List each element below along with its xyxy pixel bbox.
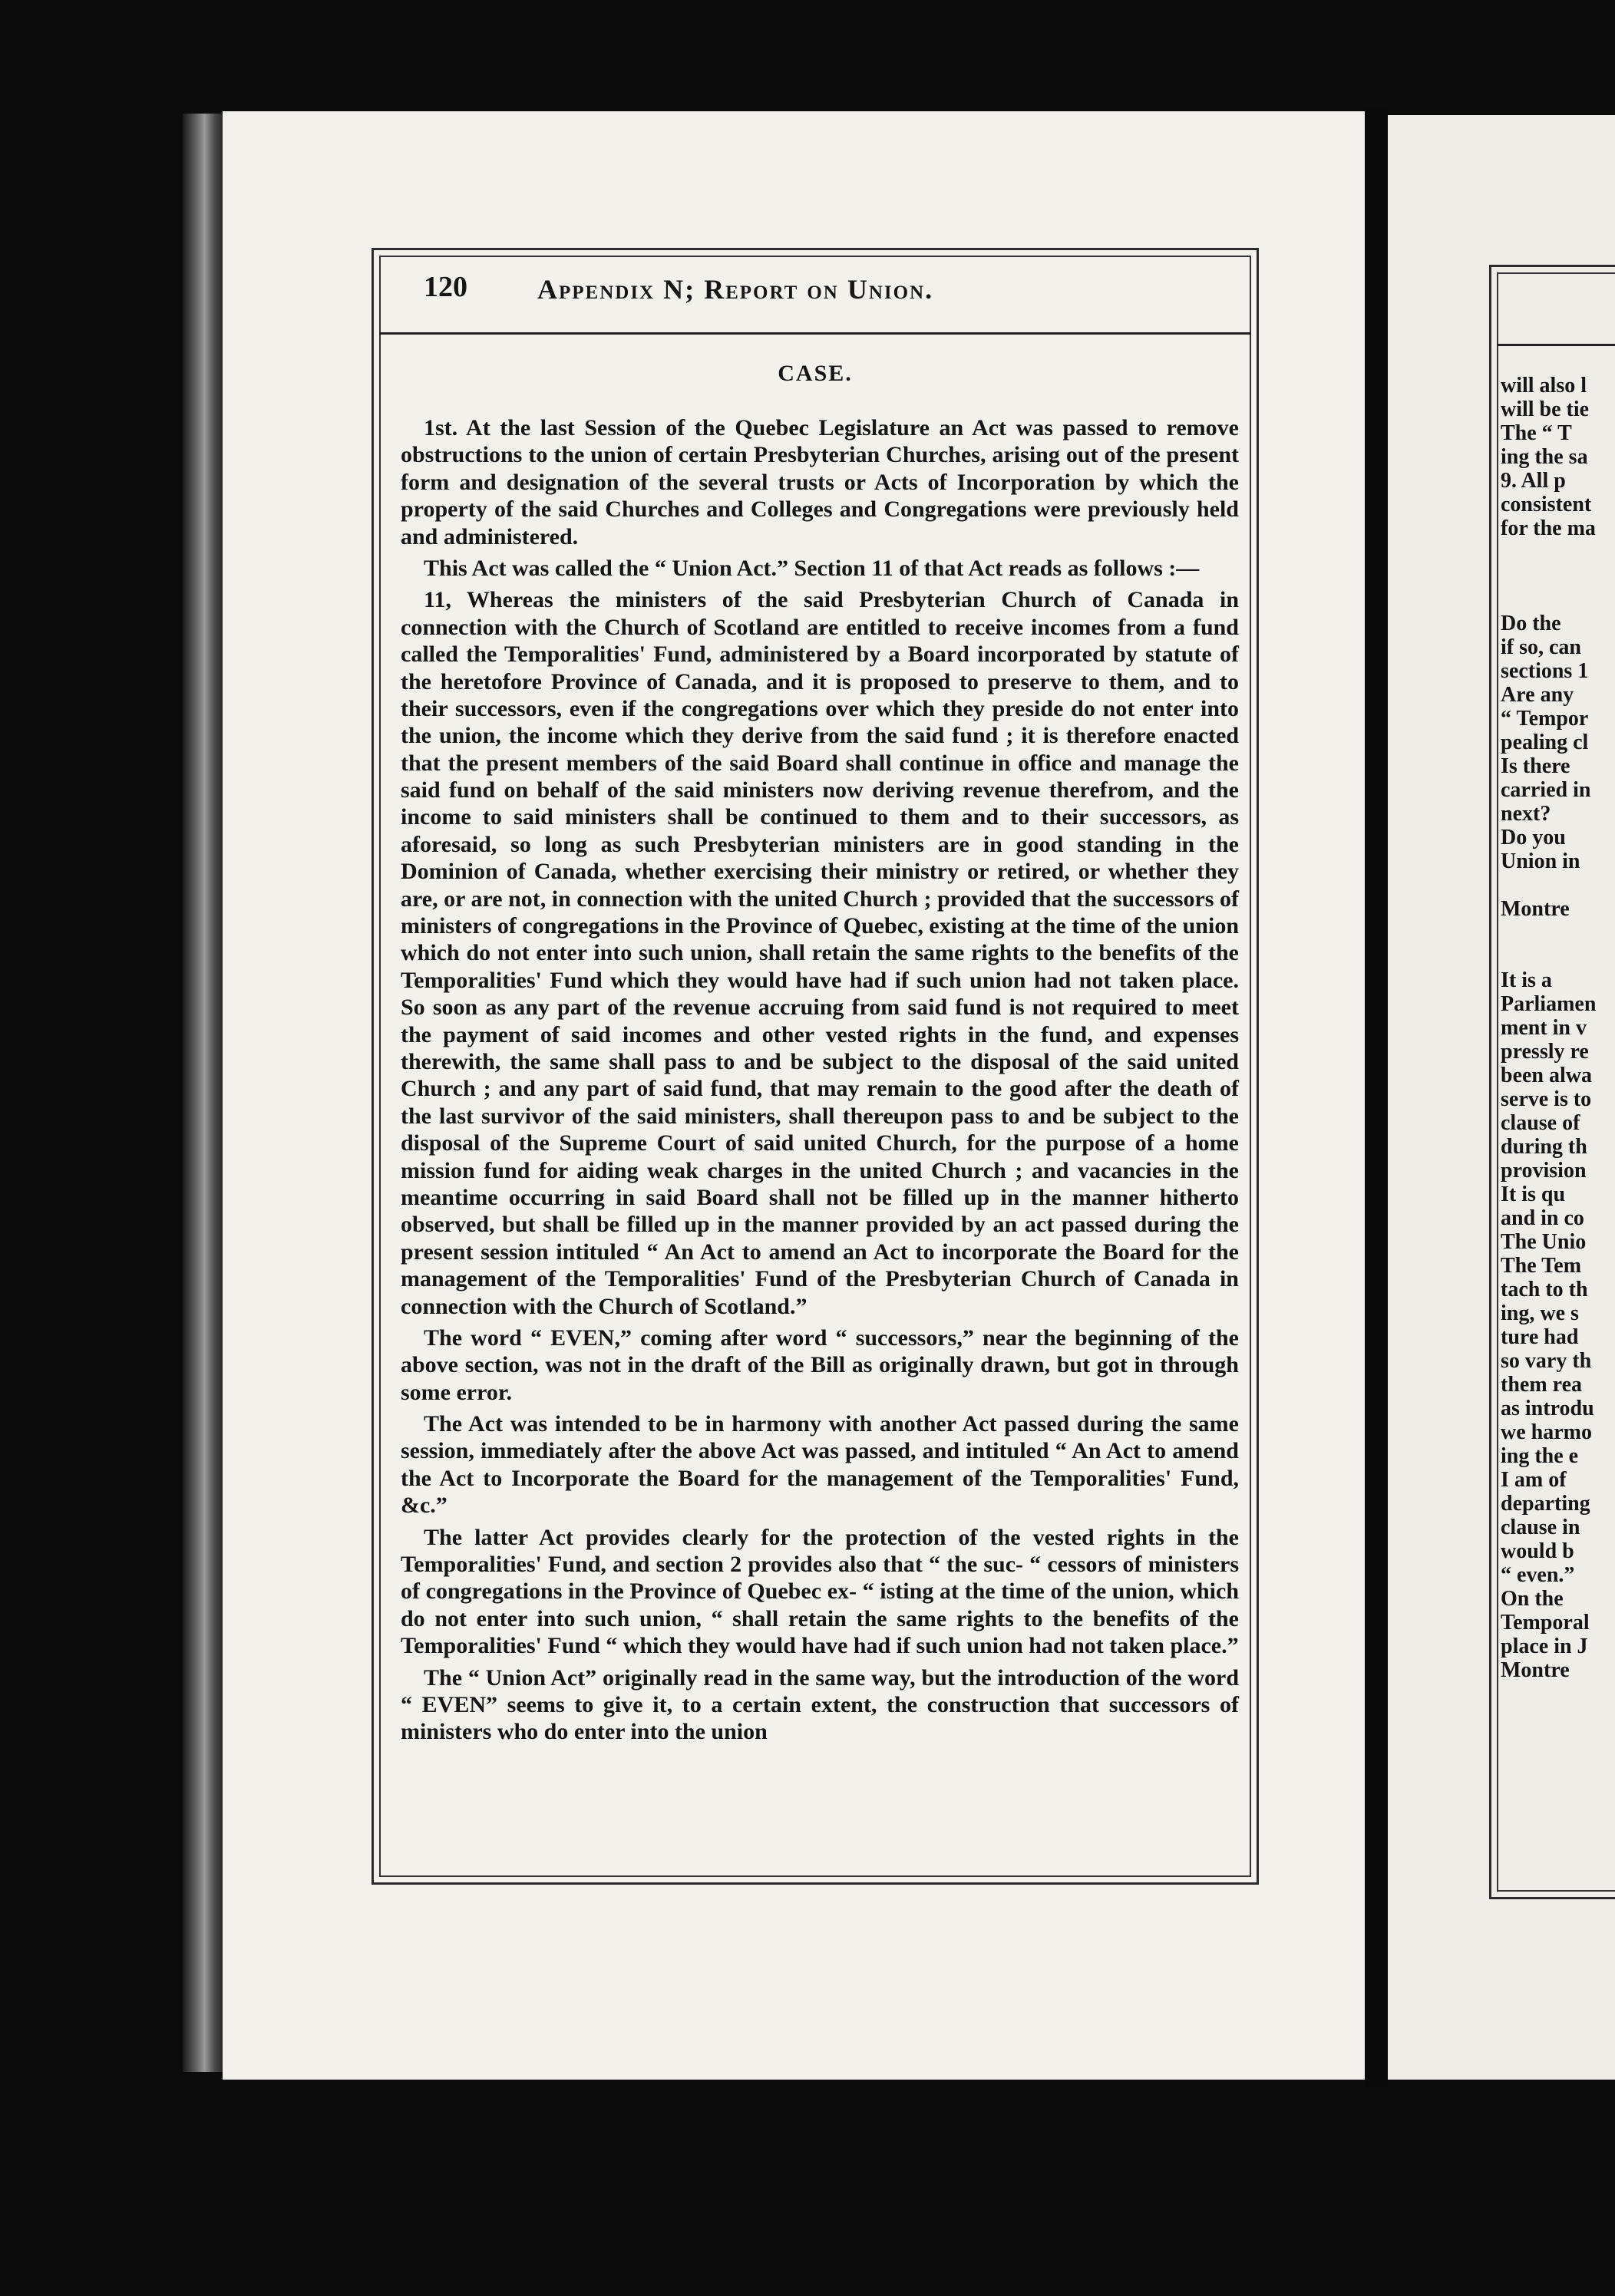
- right-page-line: sections 1: [1501, 659, 1589, 683]
- right-page-line: provision: [1501, 1159, 1587, 1183]
- right-page-line: [1501, 540, 1615, 564]
- book-spine: [183, 114, 223, 2072]
- right-page-line: Are any: [1501, 683, 1574, 707]
- right-page-line: clause of: [1501, 1111, 1580, 1135]
- right-page-line: been alwa: [1501, 1064, 1592, 1087]
- right-page-line: “ even.”: [1501, 1563, 1575, 1587]
- right-page-line: Do the: [1501, 612, 1561, 635]
- right-page-line: so vary th: [1501, 1349, 1592, 1373]
- right-page-line: Montre: [1501, 1658, 1570, 1682]
- right-page-line: next?: [1501, 802, 1551, 826]
- paragraph: The latter Act provides clearly for the protection of the vested rights in the Temporalities' Fund, and section 2 provides also that “ the suc- “ cessors of ministers of congregations in the Province of Quebec ex- “ isting at the time of the union, which do not enter into such union, “ shall retain the same rights to the benefits of the Temporalities' Fund “ which they would have had if such union had not taken place.”: [401, 1524, 1239, 1659]
- right-page-line: ment in v: [1501, 1016, 1587, 1040]
- right-page-line: clause in: [1501, 1516, 1580, 1539]
- right-page-line: ing, we s: [1501, 1301, 1579, 1325]
- right-page-line: ing the sa: [1501, 445, 1588, 469]
- right-page-line: Temporal: [1501, 1611, 1590, 1635]
- right-page-line: serve is to: [1501, 1087, 1592, 1111]
- right-page-line: It is a: [1501, 968, 1552, 992]
- right-page-line: ture had: [1501, 1325, 1579, 1349]
- right-page-line: we harmo: [1501, 1420, 1592, 1444]
- right-page-line: will also l: [1501, 374, 1587, 398]
- right-page-line: The Unio: [1501, 1230, 1587, 1254]
- right-page-line: consistent: [1501, 493, 1592, 516]
- right-page-line: will be tie: [1501, 398, 1590, 421]
- paragraph: The Act was intended to be in harmony with another Act passed during the same session, immediately after the above Act was passed, and intituled “ An Act to amend the Act to Incorporate the Board for the management of the Temporalities' Fund, &c.”: [401, 1411, 1239, 1519]
- paragraph: The word “ EVEN,” coming after word “ successors,” near the beginning of the above section, was not in the draft of the Bill as originally drawn, but got in through some error.: [401, 1324, 1239, 1405]
- right-page-line: [1501, 564, 1615, 588]
- right-page-line: Is there: [1501, 754, 1570, 778]
- right-page-line: tach to th: [1501, 1278, 1588, 1301]
- right-page-line: [1501, 588, 1615, 612]
- right-page-line: them rea: [1501, 1373, 1582, 1397]
- right-page-line: for the ma: [1501, 516, 1596, 540]
- right-page-line: “ Tempor: [1501, 707, 1589, 731]
- section-heading: CASE.: [778, 361, 853, 386]
- right-page-line: would b: [1501, 1539, 1574, 1563]
- header-rule: [379, 332, 1251, 335]
- paragraph: This Act was called the “ Union Act.” Section 11 of that Act reads as follows :—: [424, 555, 1200, 581]
- page-number: 120: [424, 271, 467, 303]
- right-page-line: place in J: [1501, 1635, 1588, 1658]
- paragraph: 1st. At the last Session of the Quebec Legislature an Act was passed to remove obstructions to the union of certain Presbyterian Churches, arising out of the present form and designation of the several trusts or Acts of Incorporation by which the property of the said Churches and Colleges and Congregations were previously held and administered.: [401, 415, 1239, 549]
- right-page-line: departing: [1501, 1492, 1590, 1516]
- right-page-line: Montre: [1501, 897, 1570, 921]
- right-page-line: carried in: [1501, 778, 1591, 802]
- right-page-line: if so, can: [1501, 635, 1581, 659]
- right-page-line: ing the e: [1501, 1444, 1579, 1468]
- right-page-line: as introdu: [1501, 1397, 1594, 1420]
- right-page-text-fragments: [1501, 374, 1615, 1682]
- right-page-line: pealing cl: [1501, 731, 1589, 754]
- right-page-line: during th: [1501, 1135, 1587, 1159]
- running-head: Appendix N; Report on Union.: [537, 274, 934, 305]
- right-page-line: and in co: [1501, 1206, 1584, 1230]
- right-page-line: pressly re: [1501, 1040, 1589, 1064]
- right-page-line: 9. All p: [1501, 469, 1566, 493]
- paragraph: 11, Whereas the ministers of the said Presbyterian Church of Canada in connection with the Church of Scotland are entitled to receive incomes from a fund called the Temporalities' Fund, administered by a Board incorporated by statute of the heretofore Province of Canada, and it is proposed to preserve to them, and to their successors, even if the congregations over which they preside do not enter into the union, the income which they derive from the said fund ; it is therefore enacted that the present members of the said Board shall continue in office and manage the said fund on behalf of the said ministers now deriving revenue therefrom, and the income to said ministers shall be continued to them and to their successors, as aforesaid, so long as such Presbyterian ministers are in good standing in the Dominion of Canada, whether exercising their ministry or retired, or whether they are, or are not, in connection with the united Church ; provided that the successors of ministers of congregations in the Province of Quebec, existing at the time of the union which do not enter into such union, shall retain the same rights to the benefits of the Temporalities' Fund which they would have had if such union had not taken place. So soon as any part of the revenue accruing from said fund is not required to meet the payment of said incomes and other vested rights in the fund, and expenses therewith, the same shall pass to and be subject to the disposal of the said united Church ; and any part of said fund, that may remain to the good after the death of the last survivor of the said ministers, shall thereupon pass to and be subject to the disposal of the Supreme Court of said united Church, for the purpose of a home mission fund for aiding weak charges in the united Church ; and vacancies in the meantime occurring in said Board shall not be filled up in the manner hitherto observed, but shall be filled up in the manner provided by an act passed during the present session intituled “ An Act to amend an Act to incorporate the Board for the management of the Temporalities' Fund of the Presbyterian Church of Canada in connection with the Church of Scotland.”: [401, 587, 1239, 1319]
- right-page-line: The Tem: [1501, 1254, 1582, 1278]
- page-gutter: [1365, 107, 1388, 2087]
- body-text: [401, 414, 1239, 1750]
- right-page-header-rule: [1497, 344, 1615, 346]
- right-page-line: On the: [1501, 1587, 1564, 1611]
- right-page-line: Do you: [1501, 826, 1566, 849]
- right-page-line: Parliamen: [1501, 992, 1597, 1016]
- right-page-line: I am of: [1501, 1468, 1567, 1492]
- right-page-line: The “ T: [1501, 421, 1572, 445]
- right-page-line: [1501, 945, 1615, 968]
- right-page-line: [1501, 873, 1615, 897]
- right-page-line: It is qu: [1501, 1183, 1566, 1206]
- right-page-line: [1501, 921, 1615, 945]
- paragraph: The “ Union Act” originally read in the same way, but the introduction of the word “ EVEN” seems to give it, to a certain extent, the construction that successors of ministers who do enter into the union: [401, 1664, 1239, 1745]
- right-page-line: Union in: [1501, 849, 1580, 873]
